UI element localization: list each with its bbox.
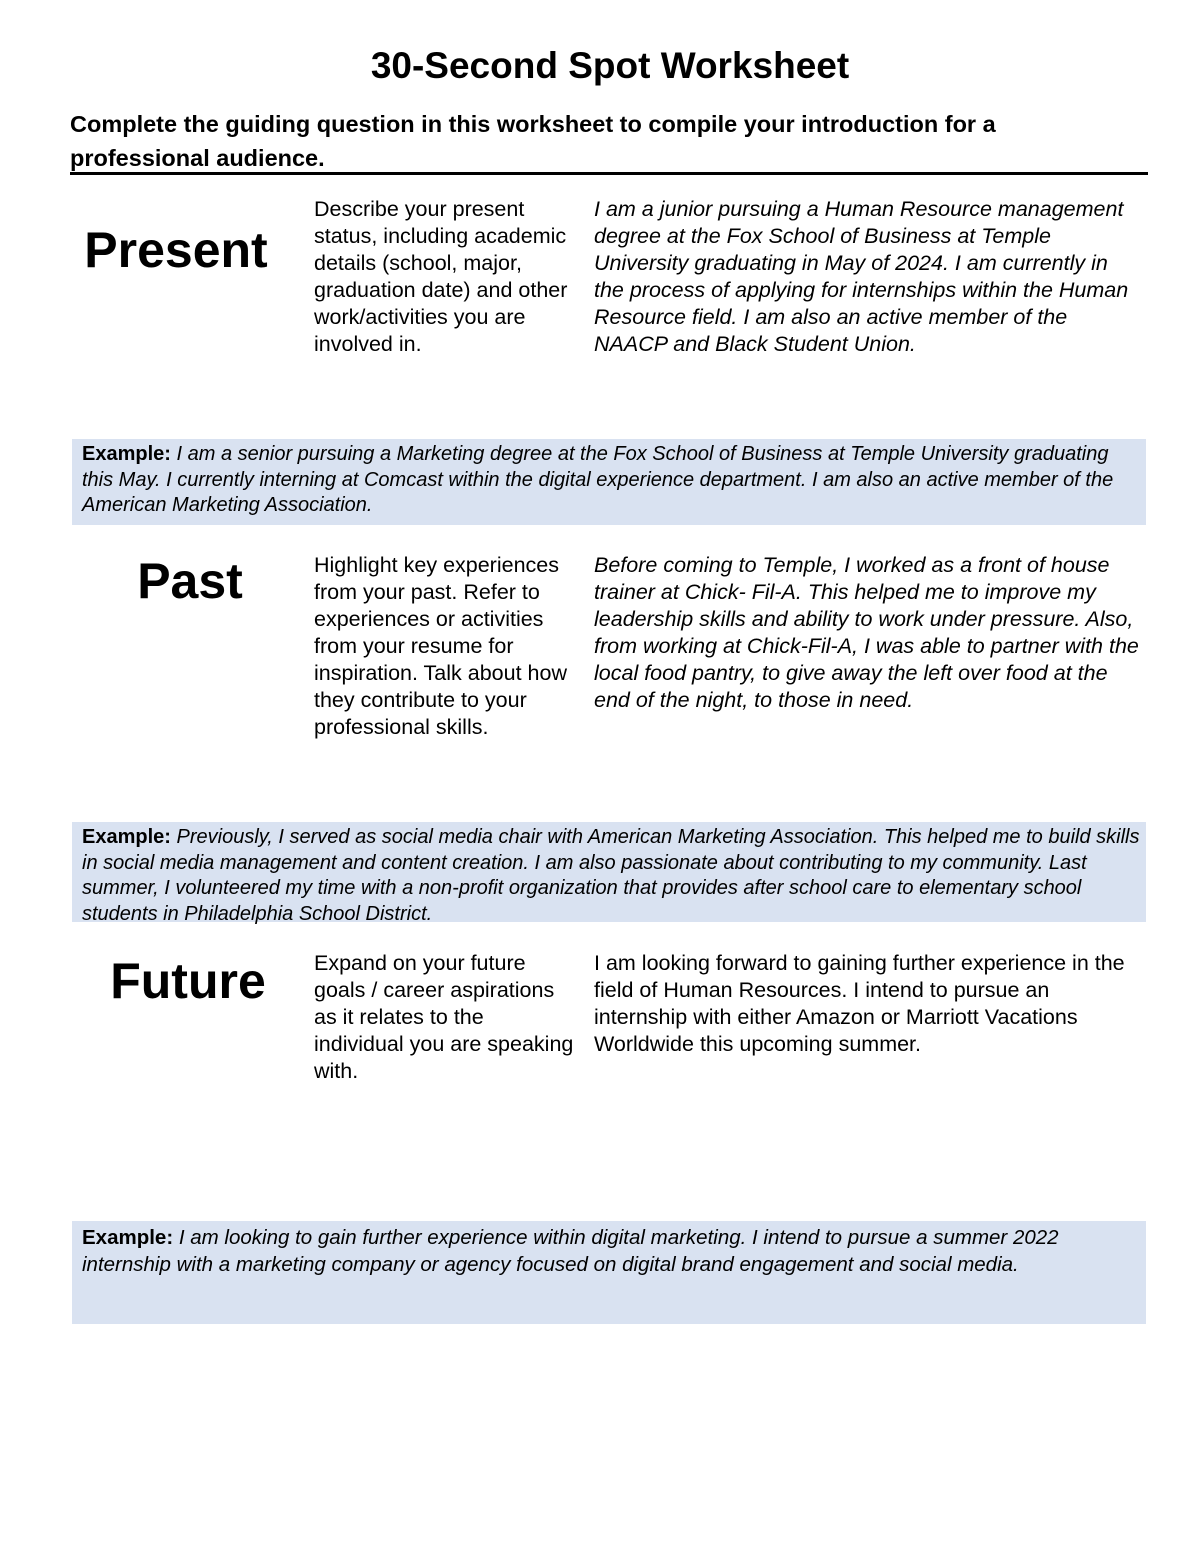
present-heading: Present xyxy=(84,222,268,278)
future-example-box xyxy=(72,1221,1146,1324)
present-example-label: Example: xyxy=(82,443,171,465)
future-example-label: Example: xyxy=(82,1226,174,1249)
past-heading: Past xyxy=(137,553,243,609)
present-guide-text: Describe your present status, including academic details (school, major, graduation date) and other work/activities you are involved in. xyxy=(314,197,568,356)
past-guide-text: Highlight key experiences from your past. Refer to experiences or activities from your resume for inspiration. Talk about how they contribute to your professional skills. xyxy=(314,553,567,739)
present-example-text: I am a senior pursuing a Marketing degree at the Fox School of Business at Temple University graduating this May. I currently interning at Comcast within the digital experience department. I am also an active member of the American Marketing Association. xyxy=(82,443,1114,516)
past-example-label: Example: xyxy=(82,826,171,848)
past-example-text: Previously, I served as social media chair with American Marketing Association. This helped me to build skills in social media management and content creation. I am also passionate about contributing to my community. Last summer, I volunteered my time with a non-profit organization that provides after school care to elementary school students in Philadelphia School District. xyxy=(82,826,1140,925)
worksheet-intro: Complete the guiding question in this worksheet to compile your introduction for a professional audience. xyxy=(70,111,996,171)
future-guide-text: Expand on your future goals / career aspirations as it relates to the individual you are speaking with. xyxy=(314,951,574,1083)
past-example-box xyxy=(72,822,1146,925)
page-title: 30-Second Spot Worksheet xyxy=(370,45,850,86)
present-example-box xyxy=(72,439,1146,525)
present-answer-text: I am a junior pursuing a Human Resource management degree at the Fox School of Business at Temple University graduating in May of 2024. I am currently in the process of applying for internships within the Human Resource field. I am also an active member of the NAACP and Black Student Union. xyxy=(594,197,1129,356)
title-divider xyxy=(70,172,1148,175)
future-heading: Future xyxy=(110,953,266,1009)
future-answer-text: I am looking forward to gaining further experience in the field of Human Resources. I intend to pursue an internship with either Amazon or Marriott Vacations Worldwide this upcoming summer. xyxy=(594,951,1125,1056)
future-example-text: I am looking to gain further experience within digital marketing. I intend to pursue a summer 2022 internship with a marketing company or agency focused on digital brand engagement and social media. xyxy=(82,1226,1059,1276)
past-answer-text: Before coming to Temple, I worked as a front of house trainer at Chick- Fil-A. This helped me to improve my leadership skills and ability to work under pressure. Also, from working at Chick-Fil-A, I was able to partner with the local food pantry, to give away the left over food at the end of the night, to those in need. xyxy=(594,553,1139,712)
